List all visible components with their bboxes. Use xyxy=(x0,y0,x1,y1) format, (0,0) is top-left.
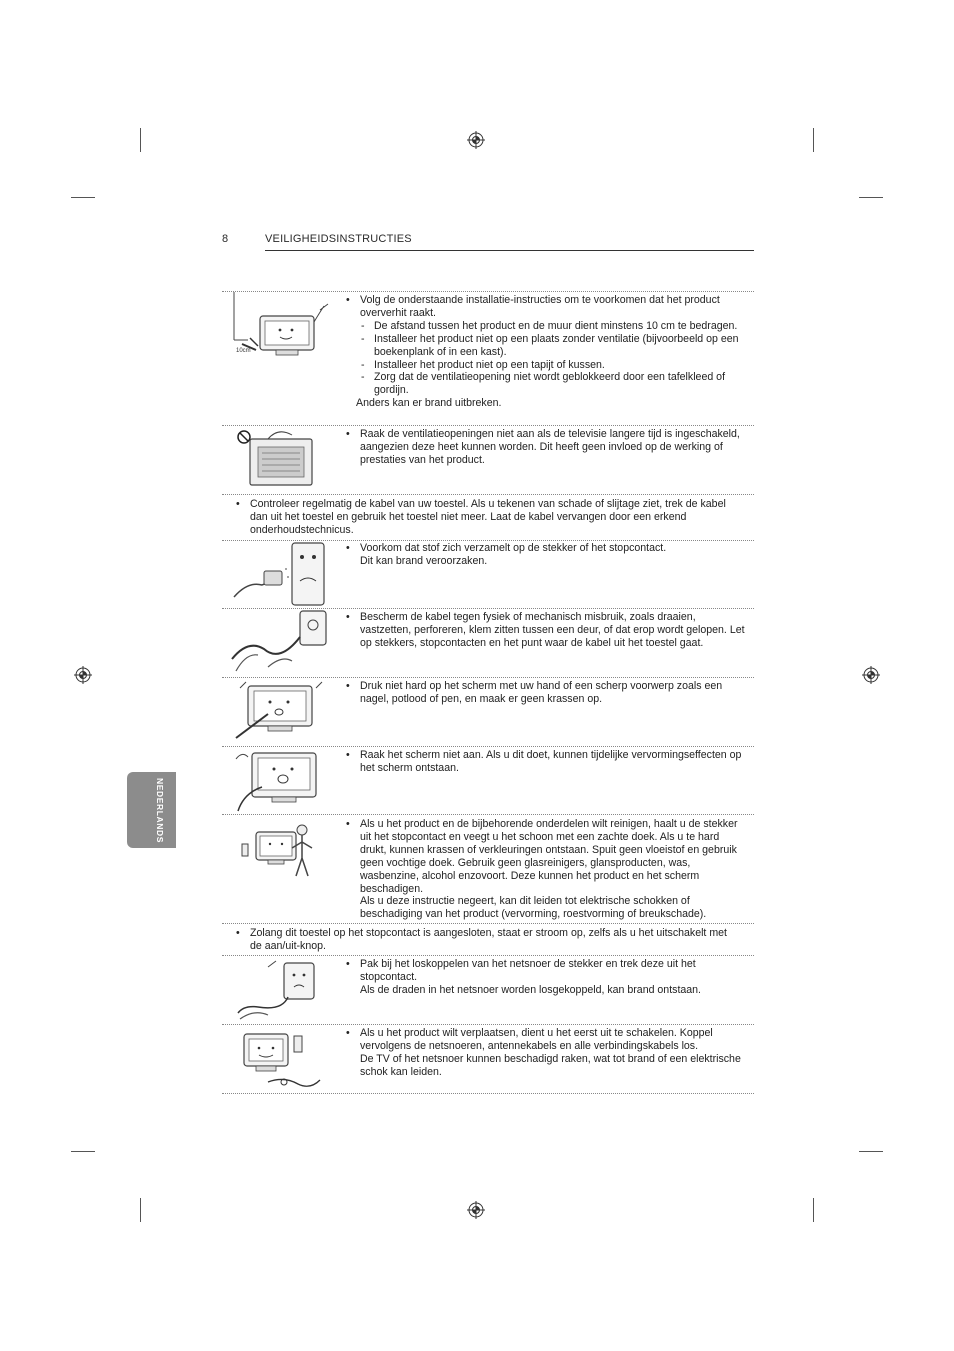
section-text xyxy=(346,1027,746,1079)
bullet-item: • Pak bij het loskoppelen van het netsnoer de stekker en trek deze uit het stopcontact. xyxy=(346,958,746,984)
crop-mark xyxy=(859,1151,883,1152)
cleaning-illustration xyxy=(228,818,332,884)
bullet-item: • Controleer regelmatig de kabel van uw toestel. Als u tekenen van schade of slijtage ziet, trek de kabel dan uit het toestel en gebruik het toestel niet meer. Laat de kabel vervangen door een erkend onderhoudstechnicus. xyxy=(236,498,736,537)
bullet-item: • Voorkom dat stof zich verzamelt op de stekker of het stopcontact. xyxy=(346,542,746,555)
section-divider xyxy=(222,1024,754,1025)
crop-mark xyxy=(140,128,141,152)
no-touch-vents-illustration xyxy=(228,427,332,491)
crop-mark xyxy=(859,197,883,198)
crop-mark xyxy=(813,1198,814,1222)
section-text xyxy=(346,542,746,568)
section-footer-text: Anders kan er brand uitbreken. xyxy=(356,397,502,410)
header-divider xyxy=(265,250,754,251)
page-title: VEILIGHEIDSINSTRUCTIES xyxy=(265,233,412,245)
section-text xyxy=(346,428,746,467)
section-text xyxy=(346,611,746,650)
bullet-item: • Zolang dit toestel op het stopcontact is aangesloten, staat er stroom op, zelfs als u het uitschakelt met de aan/uit-knop. xyxy=(236,927,736,953)
section-text xyxy=(346,818,746,921)
section-divider xyxy=(222,425,754,426)
dash-item: - De afstand tussen het product en de muur dient minstens 10 cm te bedragen. xyxy=(346,320,746,333)
section-divider xyxy=(222,814,754,815)
bullet-item: • Raak het scherm niet aan. Als u dit doet, kunnen tijdelijke vervormingseffecten op het scherm ontstaan. xyxy=(346,749,746,775)
moving-tv-illustration xyxy=(228,1026,332,1090)
registration-mark-icon xyxy=(74,666,92,684)
registration-mark-icon xyxy=(467,131,485,149)
clearance-label: 10cm xyxy=(236,348,251,354)
registration-mark-icon xyxy=(862,666,880,684)
continuation-text: Dit kan brand veroorzaken. xyxy=(360,554,488,567)
section-divider xyxy=(222,1093,754,1094)
language-tab-label: NEDERLANDS xyxy=(155,778,165,844)
bullet-item: • Als u het product en de bijbehorende onderdelen wilt reinigen, haalt u de stekker uit het stopcontact en veegt u het schoon met een zachte doek. Als u te hard drukt, kunnen krassen of verkleuringen ontstaan. Spuit geen vloeistof en gebruik geen vochtige doek. Gebruik geen glasreinigers, glansproducten, was, wasbenzine, alcohol enzovoort. Deze kunnen het product en het scherm beschadigen. xyxy=(346,818,746,895)
dash-item: - Installeer het product niet op een tapijt of kussen. xyxy=(346,359,746,372)
crop-mark xyxy=(71,197,95,198)
section-text xyxy=(236,927,736,953)
section-text xyxy=(346,294,746,410)
registration-mark-icon xyxy=(467,1201,485,1219)
continuation-text: Als de draden in het netsnoer worden losgekoppeld, kan brand ontstaan. xyxy=(360,983,702,996)
cable-damage-illustration xyxy=(228,609,332,675)
crop-mark xyxy=(71,1151,95,1152)
page-number: 8 xyxy=(222,233,229,245)
screen-touch-illustration xyxy=(228,747,332,813)
crop-mark xyxy=(813,128,814,152)
dash-item: - Installeer het product niet op een plaats zonder ventilatie (bijvoorbeeld op een boekenplank of in een kast). xyxy=(346,333,746,359)
section-divider xyxy=(222,494,754,495)
continuation-text: De TV of het netsnoer kunnen beschadigd raken, wat tot brand of een elektrische schok kan leiden. xyxy=(360,1052,741,1078)
section-text xyxy=(346,958,746,997)
bullet-item: • Bescherm de kabel tegen fysiek of mechanisch misbruik, zoals draaien, vastzetten, perforeren, klem zitten tussen een deur, of dat erop wordt gelopen. Let op stekkers, stopcontacten en het punt waar de kabel uit het toestel gaat. xyxy=(346,611,746,650)
section-divider xyxy=(222,923,754,924)
unplug-illustration xyxy=(228,957,332,1023)
bullet-item: • Druk niet hard op het scherm met uw hand of een scherp voorwerp zoals een nagel, potlood of pen, en maak er geen krassen op. xyxy=(346,680,746,706)
section-text xyxy=(346,680,746,706)
dusty-plug-illustration xyxy=(228,541,332,607)
section-text xyxy=(346,749,746,775)
bullet-item: • Als u het product wilt verplaatsen, dient u het eerst uit te schakelen. Koppel vervolgens de netsnoeren, antennekabels en alle verbindingskabels los. xyxy=(346,1027,746,1053)
crop-mark xyxy=(140,1198,141,1222)
language-tab xyxy=(127,772,176,848)
continuation-text: Als u deze instructie negeert, kan dit leiden tot elektrische schokken of beschadiging van het product (vervorming, roestvorming of breukschade). xyxy=(360,895,707,921)
dash-item: - Zorg dat de ventilatieopening niet wordt geblokkeerd door een tafelkleed of gordijn. xyxy=(346,371,746,397)
section-text xyxy=(236,498,736,537)
tv-ventilation-clearance-illustration xyxy=(228,292,332,362)
bullet-item: • Volg de onderstaande installatie-instructies om te voorkomen dat het product oververhit raakt. xyxy=(346,294,746,320)
section-divider xyxy=(222,955,754,956)
bullet-item: • Raak de ventilatieopeningen niet aan als de televisie langere tijd is ingeschakeld, aangezien deze heet kunnen worden. Dit heeft geen invloed op de werking of prestaties van het product. xyxy=(346,428,746,467)
screen-pressure-illustration xyxy=(228,678,332,744)
